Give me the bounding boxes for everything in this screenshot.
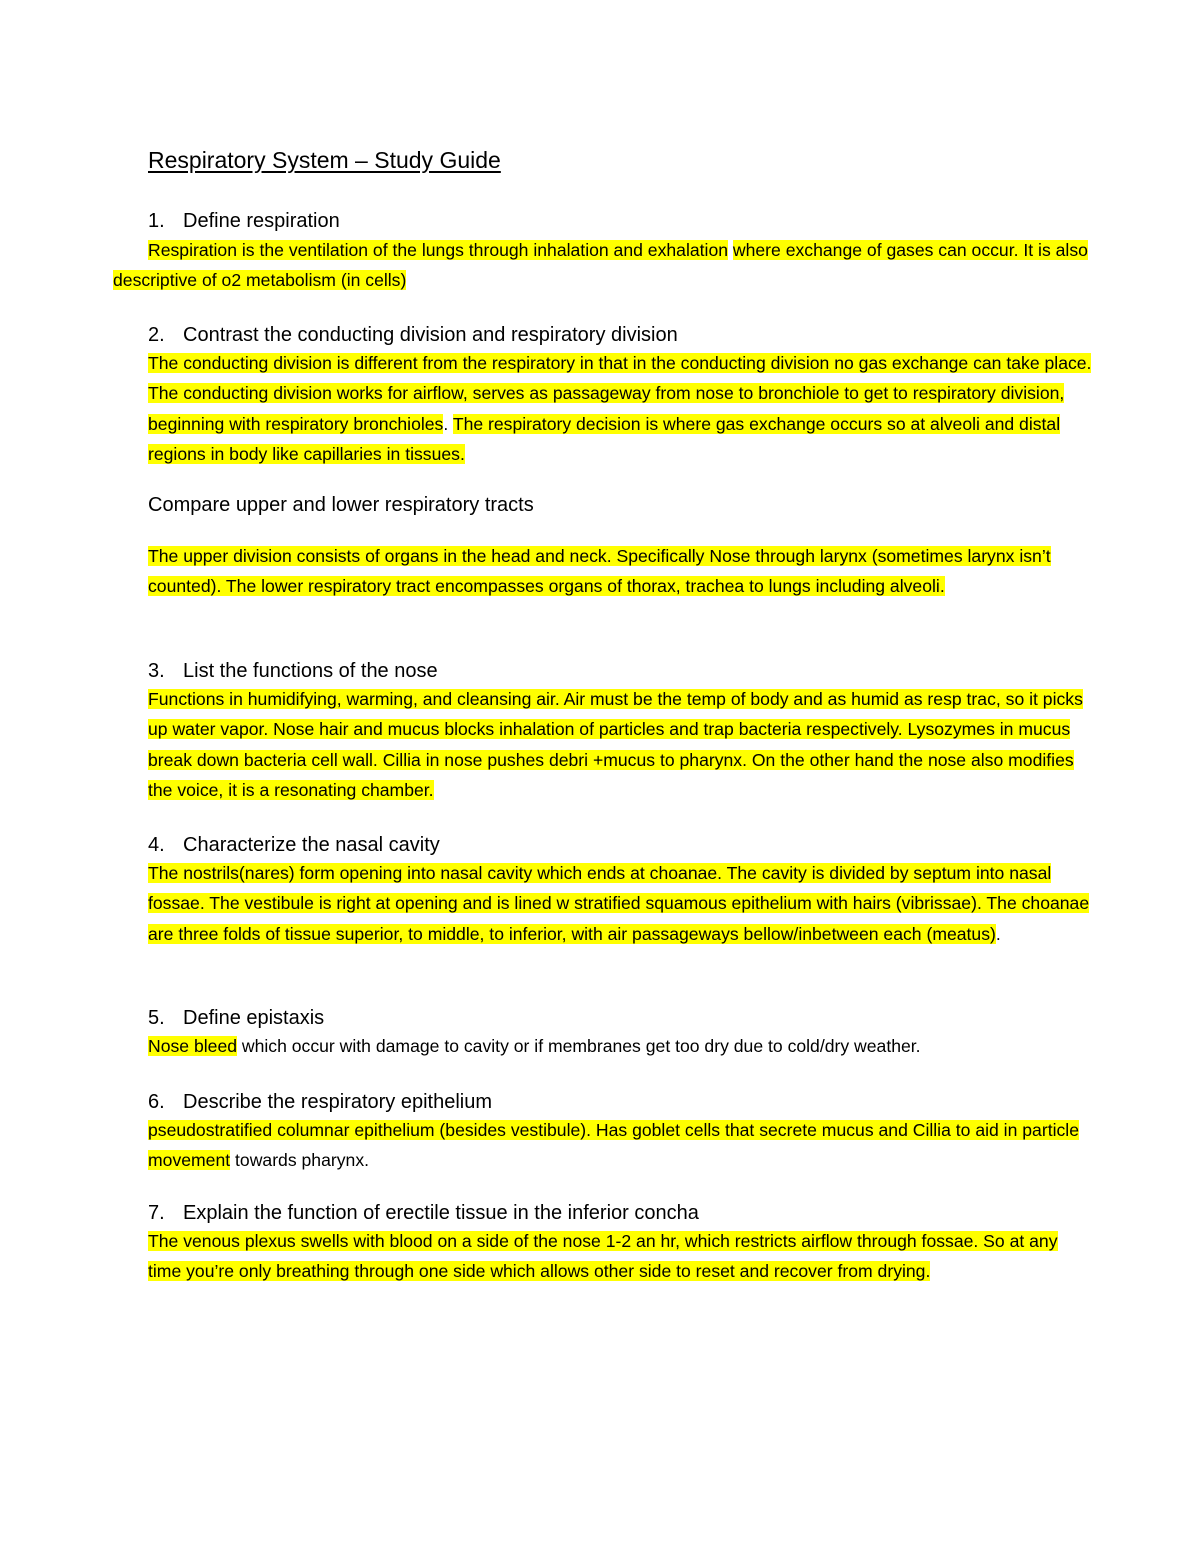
- answer-6: [148, 1115, 1093, 1176]
- question-number: 4.: [148, 834, 165, 856]
- question-6: [148, 1088, 492, 1116]
- question-compare-tracts: [148, 491, 534, 519]
- highlighted-text: The respiratory decision is where gas exchange occurs so at alveoli and distal regions in body like capillaries in tissues.: [148, 413, 1061, 465]
- highlighted-text: The conducting division is different from the respiratory in that in the conducting division no gas exchange can take place. The conducting division works for airflow, serves as passageway from nose to bronchiole to get to respiratory division, beginning with respiratory bronchioles: [148, 353, 1092, 434]
- highlighted-text: where exchange of gases can occur. It is also descriptive of o2 metabolism (in cells): [113, 240, 1088, 291]
- answer-1: [113, 235, 1093, 296]
- highlighted-text: The upper division consists of organs in the head and neck. Specifically Nose through larynx (sometimes larynx isn’t counted). The lower respiratory tract encompasses organs of thorax, trachea to lungs including alveoli.: [148, 546, 1051, 597]
- plain-text: towards pharynx.: [230, 1150, 370, 1171]
- question-2: [148, 321, 678, 349]
- question-number: 7.: [148, 1202, 165, 1224]
- question-text: Define epistaxis: [183, 1007, 325, 1029]
- question-number: 2.: [148, 324, 165, 346]
- answer-7: [148, 1226, 1093, 1287]
- question-3: [148, 657, 438, 685]
- page-title: Respiratory System – Study Guide: [148, 147, 501, 173]
- question-number: 3.: [148, 660, 165, 682]
- highlighted-text: The nostrils(nares) form opening into nasal cavity which ends at choanae. The cavity is divided by septum into nasal fossae. The vestibule is right at opening and is lined w stratified squamous epithelium with hairs (vibrissae). The choanae are three folds of tissue superior, to middle, to inferior, with air passageways bellow/inbetween each (meatus): [148, 863, 1090, 944]
- question-text: Describe the respiratory epithelium: [183, 1091, 493, 1113]
- question-1: [148, 207, 340, 235]
- question-text: Explain the function of erectile tissue in the inferior concha: [183, 1202, 699, 1224]
- question-number: 1.: [148, 210, 165, 232]
- highlighted-text: pseudostratified columnar epithelium (besides vestibule). Has goblet cells that secrete mucus and Cillia to aid in particle movement: [148, 1120, 1079, 1171]
- answer-2: [148, 348, 1093, 470]
- question-number: 6.: [148, 1091, 165, 1113]
- plain-text: .: [995, 923, 1001, 944]
- question-text: Contrast the conducting division and respiratory division: [183, 324, 678, 346]
- question-7: [148, 1199, 699, 1227]
- highlighted-text: Respiration is the ventilation of the lungs through inhalation and exhalation: [148, 240, 729, 260]
- answer-compare-tracts: [148, 541, 1093, 602]
- highlighted-text: Functions in humidifying, warming, and cleansing air. Air must be the temp of body and as humid as resp trac, so it picks up water vapor. Nose hair and mucus blocks inhalation of particles and trap bacteria respectively. Lysozymes in mucus break down bacteria cell wall. Cillia in nose pushes debri +mucus to pharynx. On the other hand the nose also modifies the voice, it is a resonating chamber.: [148, 689, 1083, 801]
- highlighted-text: The venous plexus swells with blood on a side of the nose 1-2 an hr, which restricts airflow through fossae. So at any time you’re only breathing through one side which allows other side to reset and recover from drying.: [148, 1231, 1058, 1282]
- question-text: Compare upper and lower respiratory tracts: [148, 494, 534, 516]
- answer-5: [148, 1031, 1093, 1061]
- question-number: 5.: [148, 1007, 165, 1029]
- question-text: Characterize the nasal cavity: [183, 834, 440, 856]
- question-4: [148, 831, 440, 859]
- question-5: [148, 1004, 324, 1032]
- question-text: Define respiration: [183, 210, 340, 232]
- answer-4: [148, 858, 1093, 949]
- question-text: List the functions of the nose: [183, 660, 438, 682]
- highlighted-text: Nose bleed: [148, 1036, 238, 1056]
- answer-3: [148, 684, 1093, 806]
- plain-text: which occur with damage to cavity or if membranes get too dry due to cold/dry weather.: [237, 1036, 921, 1056]
- plain-text: .: [443, 413, 453, 434]
